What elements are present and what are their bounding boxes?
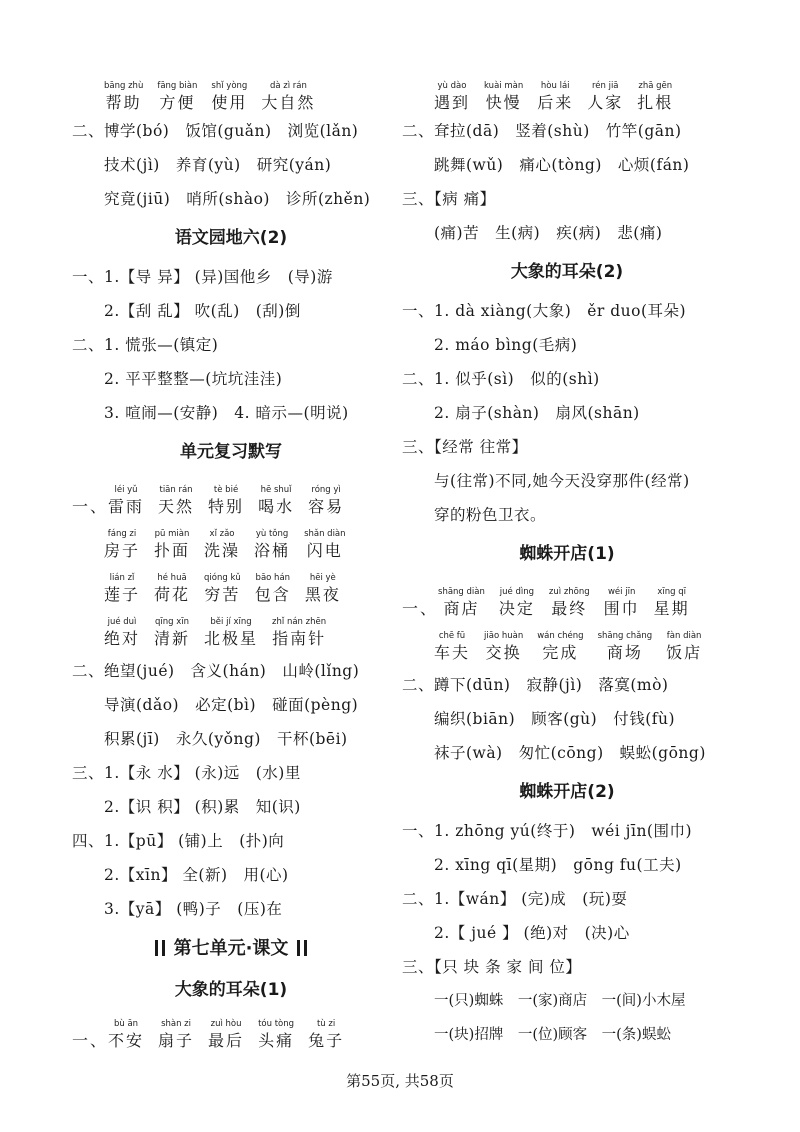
pinyin-word: chē fū 车夫 [434, 631, 471, 662]
answer-line: 与(往常)不同,她今天没穿那件(经常) [434, 472, 690, 490]
pinyin-word: léi yǔ 雷雨 [108, 485, 145, 516]
word-row [402, 576, 732, 620]
answer-line: 3. 喧闹—(安静) 4. 暗示—(明说) [104, 404, 349, 422]
pinyin-word: róng yì 容易 [308, 485, 345, 516]
section-title: 大象的耳朵(1) [174, 980, 288, 1000]
pinyin-word: jué dìng 决定 [498, 587, 535, 618]
pinyin-word: fàn diàn 饭店 [666, 631, 703, 662]
pinyin-word: zhā gēn 扎根 [637, 81, 674, 112]
pinyin-word: yù dào 遇到 [434, 81, 471, 112]
answer-line: 二、蹲下(dūn) 寂静(jì) 落寞(mò) [402, 676, 669, 694]
pinyin-word: běi jí xīng 北极星 [204, 617, 259, 648]
pinyin-word: pū miàn 扑面 [154, 529, 191, 560]
answer-line: 跳舞(wǔ) 痛心(tòng) 心烦(fán) [434, 156, 690, 174]
word-row [72, 518, 390, 562]
answer-line: 2. máo bìng(毛病) [434, 336, 578, 354]
pinyin-word: zuì zhōng 最终 [548, 587, 590, 618]
pinyin-word: xīng qī 星期 [653, 587, 690, 618]
answer-line: 二、1. 慌张—(镇定) [72, 336, 219, 354]
section-title: 语文园地六(2) [174, 228, 288, 248]
pinyin-word: dà zì rán 大自然 [261, 81, 316, 112]
answer-line: 2.【 jué 】 (绝)对 (决)心 [434, 924, 630, 942]
pinyin-word: lián zǐ 莲子 [104, 573, 141, 604]
answer-line: 穿的粉色卫衣。 [434, 506, 547, 524]
pinyin-word: jiāo huàn 交换 [484, 631, 524, 662]
title-bar-left [162, 940, 165, 956]
word-row [72, 606, 390, 650]
title-bar-right [304, 940, 307, 956]
answer-line: 2. 平平整整—(坑坑洼洼) [104, 370, 283, 388]
answer-line: (痛)苦 生(病) 疾(病) 悲(痛) [434, 224, 663, 242]
unit-title-text: 第七单元·课文 [173, 938, 289, 959]
answer-line: 一、1.【导 异】 (异)国他乡 (导)游 [72, 268, 333, 286]
answer-line: 一、1. zhōng yú(终于) wéi jīn(围巾) [402, 822, 693, 840]
word-row [72, 474, 390, 518]
pinyin-word: shǐ yòng 使用 [211, 81, 248, 112]
pinyin-word: xǐ zǎo 洗澡 [204, 529, 241, 560]
pinyin-word: zuì hòu 最后 [208, 1019, 245, 1050]
pinyin-word: fāng biàn 方便 [157, 81, 198, 112]
pinyin-word: qīng xīn 清新 [154, 617, 191, 648]
answer-line: 导演(dǎo) 必定(bì) 碰面(pèng) [104, 696, 359, 714]
answer-line: 积累(jī) 永久(yǒng) 干杯(bēi) [104, 730, 348, 748]
answer-line: 技术(jì) 养育(yù) 研究(yán) [104, 156, 332, 174]
answer-line: 三、1.【永 水】 (永)远 (水)里 [72, 764, 301, 782]
title-bar-left [155, 940, 158, 956]
answer-line: 三、【经常 往常】 [402, 438, 528, 456]
answer-line: 三、【只 块 条 家 间 位】 [402, 958, 582, 976]
pinyin-word: hé huā 荷花 [154, 573, 191, 604]
pinyin-word: zhǐ nán zhēn 指南针 [272, 617, 327, 648]
pinyin-word: jué duì 绝对 [104, 617, 141, 648]
answer-line: 二、耷拉(dā) 竖着(shù) 竹竿(gān) [402, 122, 682, 140]
page-number: 第55页, 共58页 [346, 1072, 454, 1090]
word-row [72, 70, 390, 114]
item-prefix: 一、 [72, 1031, 109, 1050]
answer-line: 二、1. 似乎(sì) 似的(shì) [402, 370, 600, 388]
pinyin-word: tiān rán 天然 [158, 485, 195, 516]
answer-line: 2.【xīn】 全(新) 用(心) [104, 866, 289, 884]
answer-line: 一、1. dà xiàng(大象) ěr duo(耳朵) [402, 302, 687, 320]
section-title: 蜘蛛开店(2) [519, 782, 615, 802]
pinyin-word: shàn zi 扇子 [158, 1019, 195, 1050]
answer-line: 二、绝望(jué) 含义(hán) 山岭(lǐng) [72, 662, 360, 680]
pinyin-word: shāng diàn 商店 [438, 587, 485, 618]
pinyin-word: wéi jīn 围巾 [603, 587, 640, 618]
section-title: 蜘蛛开店(1) [519, 544, 615, 564]
section-title: 大象的耳朵(2) [510, 262, 624, 282]
word-row [72, 1008, 390, 1052]
pinyin-word: yù tǒng 浴桶 [254, 529, 291, 560]
pinyin-word: wán chéng 完成 [537, 631, 584, 662]
item-prefix: 一、 [72, 497, 109, 516]
answer-line: 3.【yā】 (鸭)子 (压)在 [104, 900, 283, 918]
pinyin-word: bāng zhù 帮助 [104, 81, 144, 112]
answer-line: 2. 扇子(shàn) 扇风(shān) [434, 404, 640, 422]
title-bar-right [297, 940, 300, 956]
pinyin-word: shāng chǎng 商场 [597, 631, 653, 662]
unit-title [72, 926, 390, 972]
pinyin-word: bāo hán 包含 [254, 573, 291, 604]
answer-line: 四、1.【pū】 (铺)上 (扑)向 [72, 832, 285, 850]
pinyin-word: qióng kǔ 穷苦 [204, 573, 241, 604]
pinyin-word: tè bié 特别 [208, 485, 245, 516]
word-row [72, 562, 390, 606]
pinyin-word: hēi yè 黑夜 [304, 573, 341, 604]
pinyin-word: hòu lái 后来 [537, 81, 574, 112]
left-column [72, 70, 390, 1052]
answer-line: 一(只)蜘蛛 一(家)商店 一(间)小木屋 [434, 993, 686, 1009]
answer-line: 一(块)招牌 一(位)顾客 一(条)蜈蚣 [434, 1027, 671, 1043]
pinyin-word: kuài màn 快慢 [484, 81, 524, 112]
pinyin-word: shǎn diàn 闪电 [304, 529, 346, 560]
word-row [402, 70, 732, 114]
answer-line: 二、1.【wán】 (完)成 (玩)耍 [402, 890, 628, 908]
pinyin-word: tóu tòng 头痛 [258, 1019, 295, 1050]
answer-line: 二、博学(bó) 饭馆(guǎn) 浏览(lǎn) [72, 122, 359, 140]
word-row [402, 620, 732, 664]
answer-line: 2.【识 积】 (积)累 知(识) [104, 798, 301, 816]
answer-line: 编织(biān) 顾客(gù) 付钱(fù) [434, 710, 676, 728]
section-title: 单元复习默写 [180, 442, 282, 462]
answer-line: 2. xīng qī(星期) gōng fu(工夫) [434, 856, 682, 874]
answer-line: 袜子(wà) 匆忙(cōng) 蜈蚣(gōng) [434, 744, 706, 762]
answer-line: 究竟(jiū) 哨所(shào) 诊所(zhěn) [104, 190, 371, 208]
item-prefix: 一、 [402, 599, 439, 618]
answer-line: 2.【刮 乱】 吹(乱) (刮)倒 [104, 302, 301, 320]
pinyin-word: bù ān 不安 [108, 1019, 145, 1050]
right-column [402, 70, 732, 1052]
pinyin-word: tù zi 兔子 [308, 1019, 345, 1050]
answer-line: 三、【病 痛】 [402, 190, 496, 208]
pinyin-word: hē shuǐ 喝水 [258, 485, 295, 516]
pinyin-word: rén jiā 人家 [587, 81, 624, 112]
pinyin-word: fáng zi 房子 [104, 529, 141, 560]
